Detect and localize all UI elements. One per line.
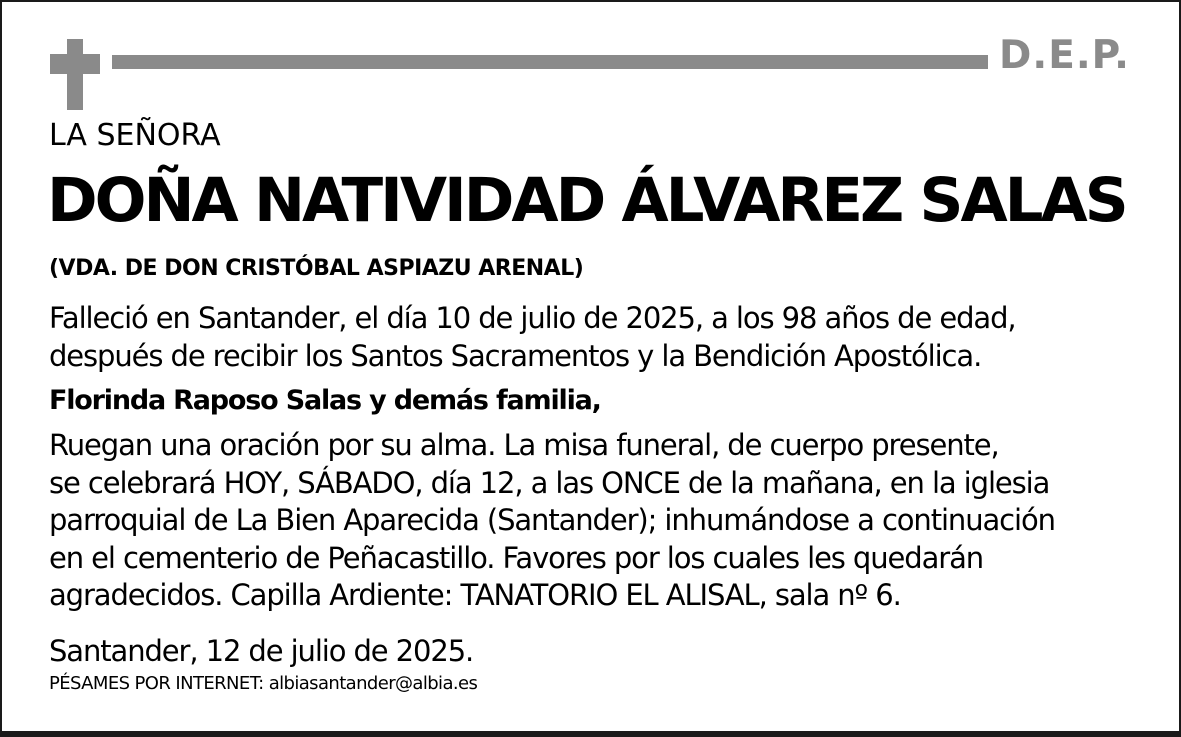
header-rule: [112, 55, 988, 69]
cross-icon-bar: [50, 54, 100, 74]
deceased-name: DOÑA NATIVIDAD ÁLVAREZ SALAS: [47, 165, 1126, 236]
dep-label: D.E.P.: [999, 33, 1130, 78]
funeral-request-line: parroquial de La Bien Aparecida (Santander); inhumándose a continuación: [49, 503, 1055, 537]
funeral-request-line: Ruegan una oración por su alma. La misa funeral, de cuerpo presente,: [49, 428, 999, 462]
place-date: Santander, 12 de julio de 2025.: [49, 634, 474, 668]
death-notice-line: Falleció en Santander, el día 10 de julio de 2025, a los 98 años de edad,: [49, 301, 1016, 335]
funeral-request: [49, 427, 1055, 615]
funeral-request-line: se celebrará HOY, SÁBADO, día 12, a las ONCE de la mañana, en la iglesia: [49, 465, 1050, 500]
death-notice-line: después de recibir los Santos Sacramentos y la Bendición Apostólica.: [49, 339, 982, 373]
widow-of: (VDA. DE DON CRISTÓBAL ASPIAZU ARENAL): [49, 256, 584, 281]
funeral-request-line: agradecidos. Capilla Ardiente: TANATORIO EL ALISAL, sala nº 6.: [49, 578, 901, 612]
death-notice: [49, 299, 1016, 375]
honorific: LA SEÑORA: [49, 118, 221, 153]
funeral-request-line: en el cementerio de Peñacastillo. Favores por los cuales les quedarán: [49, 540, 984, 575]
cross-icon: [67, 39, 83, 110]
family-names: Florinda Raposo Salas y demás familia,: [49, 385, 601, 416]
condolences-contact: PÉSAMES POR INTERNET: albiasantander@albia.es: [49, 673, 478, 694]
